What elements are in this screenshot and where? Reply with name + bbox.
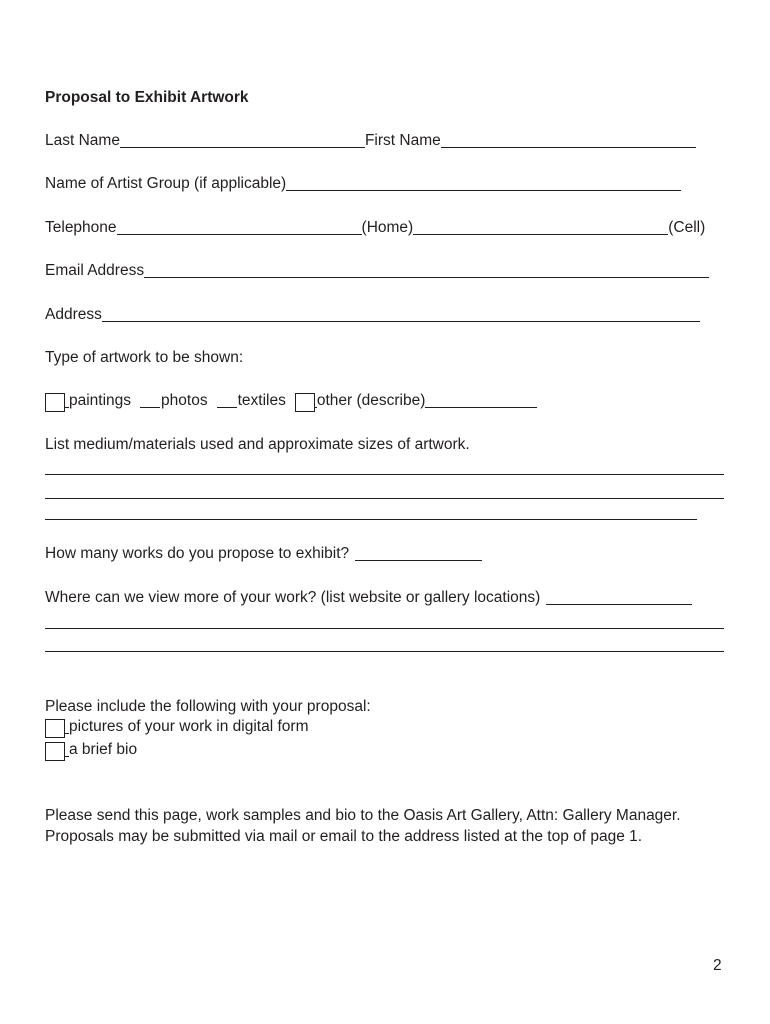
address-label: Address [45,306,102,323]
medium-line-1[interactable] [45,473,724,475]
artist-group-field[interactable] [286,175,681,191]
works-count-field[interactable] [355,545,482,561]
first-name-label: First Name [364,132,441,149]
option-photos: photos [161,392,208,409]
option-paintings: paintings [69,392,132,409]
include-bio-label: a brief bio [69,741,138,758]
include-item-pictures [45,717,308,737]
email-row [45,261,709,281]
name-row [45,131,696,151]
medium-label: List medium/materials used and approximate sizes of artwork. [45,436,470,453]
cell-label: (Cell) [668,219,706,236]
last-name-field[interactable] [120,132,365,148]
page-number: 2 [713,957,722,974]
artist-group-label: Name of Artist Group (if applicable) [45,175,287,192]
other-checkbox[interactable] [295,393,315,412]
option-textiles: textiles [237,392,286,409]
email-label: Email Address [45,262,145,279]
option-other: other (describe) [316,392,426,409]
paintings-checkbox[interactable] [45,393,65,412]
include-label: Please include the following with your proposal: [45,698,371,715]
view-more-row [45,588,692,608]
other-describe-field[interactable] [425,392,537,408]
email-field[interactable] [144,262,709,278]
artist-group-row [45,174,681,194]
include-item-bio [45,740,137,760]
last-name-label: Last Name [45,132,120,149]
view-more-line-2[interactable] [45,650,724,652]
address-field[interactable] [102,306,700,322]
telephone-row [45,218,705,238]
medium-line-2[interactable] [45,497,724,499]
footer-line-2: Proposals may be submitted via mail or email to the address listed at the top of page 1. [45,828,643,845]
artwork-type-options [45,391,537,411]
works-count-row [45,544,482,564]
cell-phone-field[interactable] [413,219,668,235]
medium-line-3[interactable] [45,518,697,520]
telephone-label: Telephone [45,219,117,236]
photos-checkbox[interactable] [140,407,160,408]
view-more-field[interactable] [546,589,692,605]
artwork-type-label: Type of artwork to be shown: [45,349,244,366]
home-phone-field[interactable] [117,219,362,235]
home-label: (Home) [361,219,414,236]
address-row [45,305,700,325]
first-name-field[interactable] [441,132,696,148]
textiles-checkbox[interactable] [217,407,237,408]
page-title: Proposal to Exhibit Artwork [45,89,249,106]
view-more-line-1[interactable] [45,627,724,629]
view-more-label: Where can we view more of your work? (list website or gallery locations) [45,589,541,606]
pictures-checkbox[interactable] [45,719,65,738]
include-pictures-label: pictures of your work in digital form [69,718,309,735]
footer-line-1: Please send this page, work samples and bio to the Oasis Art Gallery, Attn: Gallery Manager. [45,807,681,824]
works-count-label: How many works do you propose to exhibit? [45,545,350,562]
bio-checkbox[interactable] [45,742,65,761]
